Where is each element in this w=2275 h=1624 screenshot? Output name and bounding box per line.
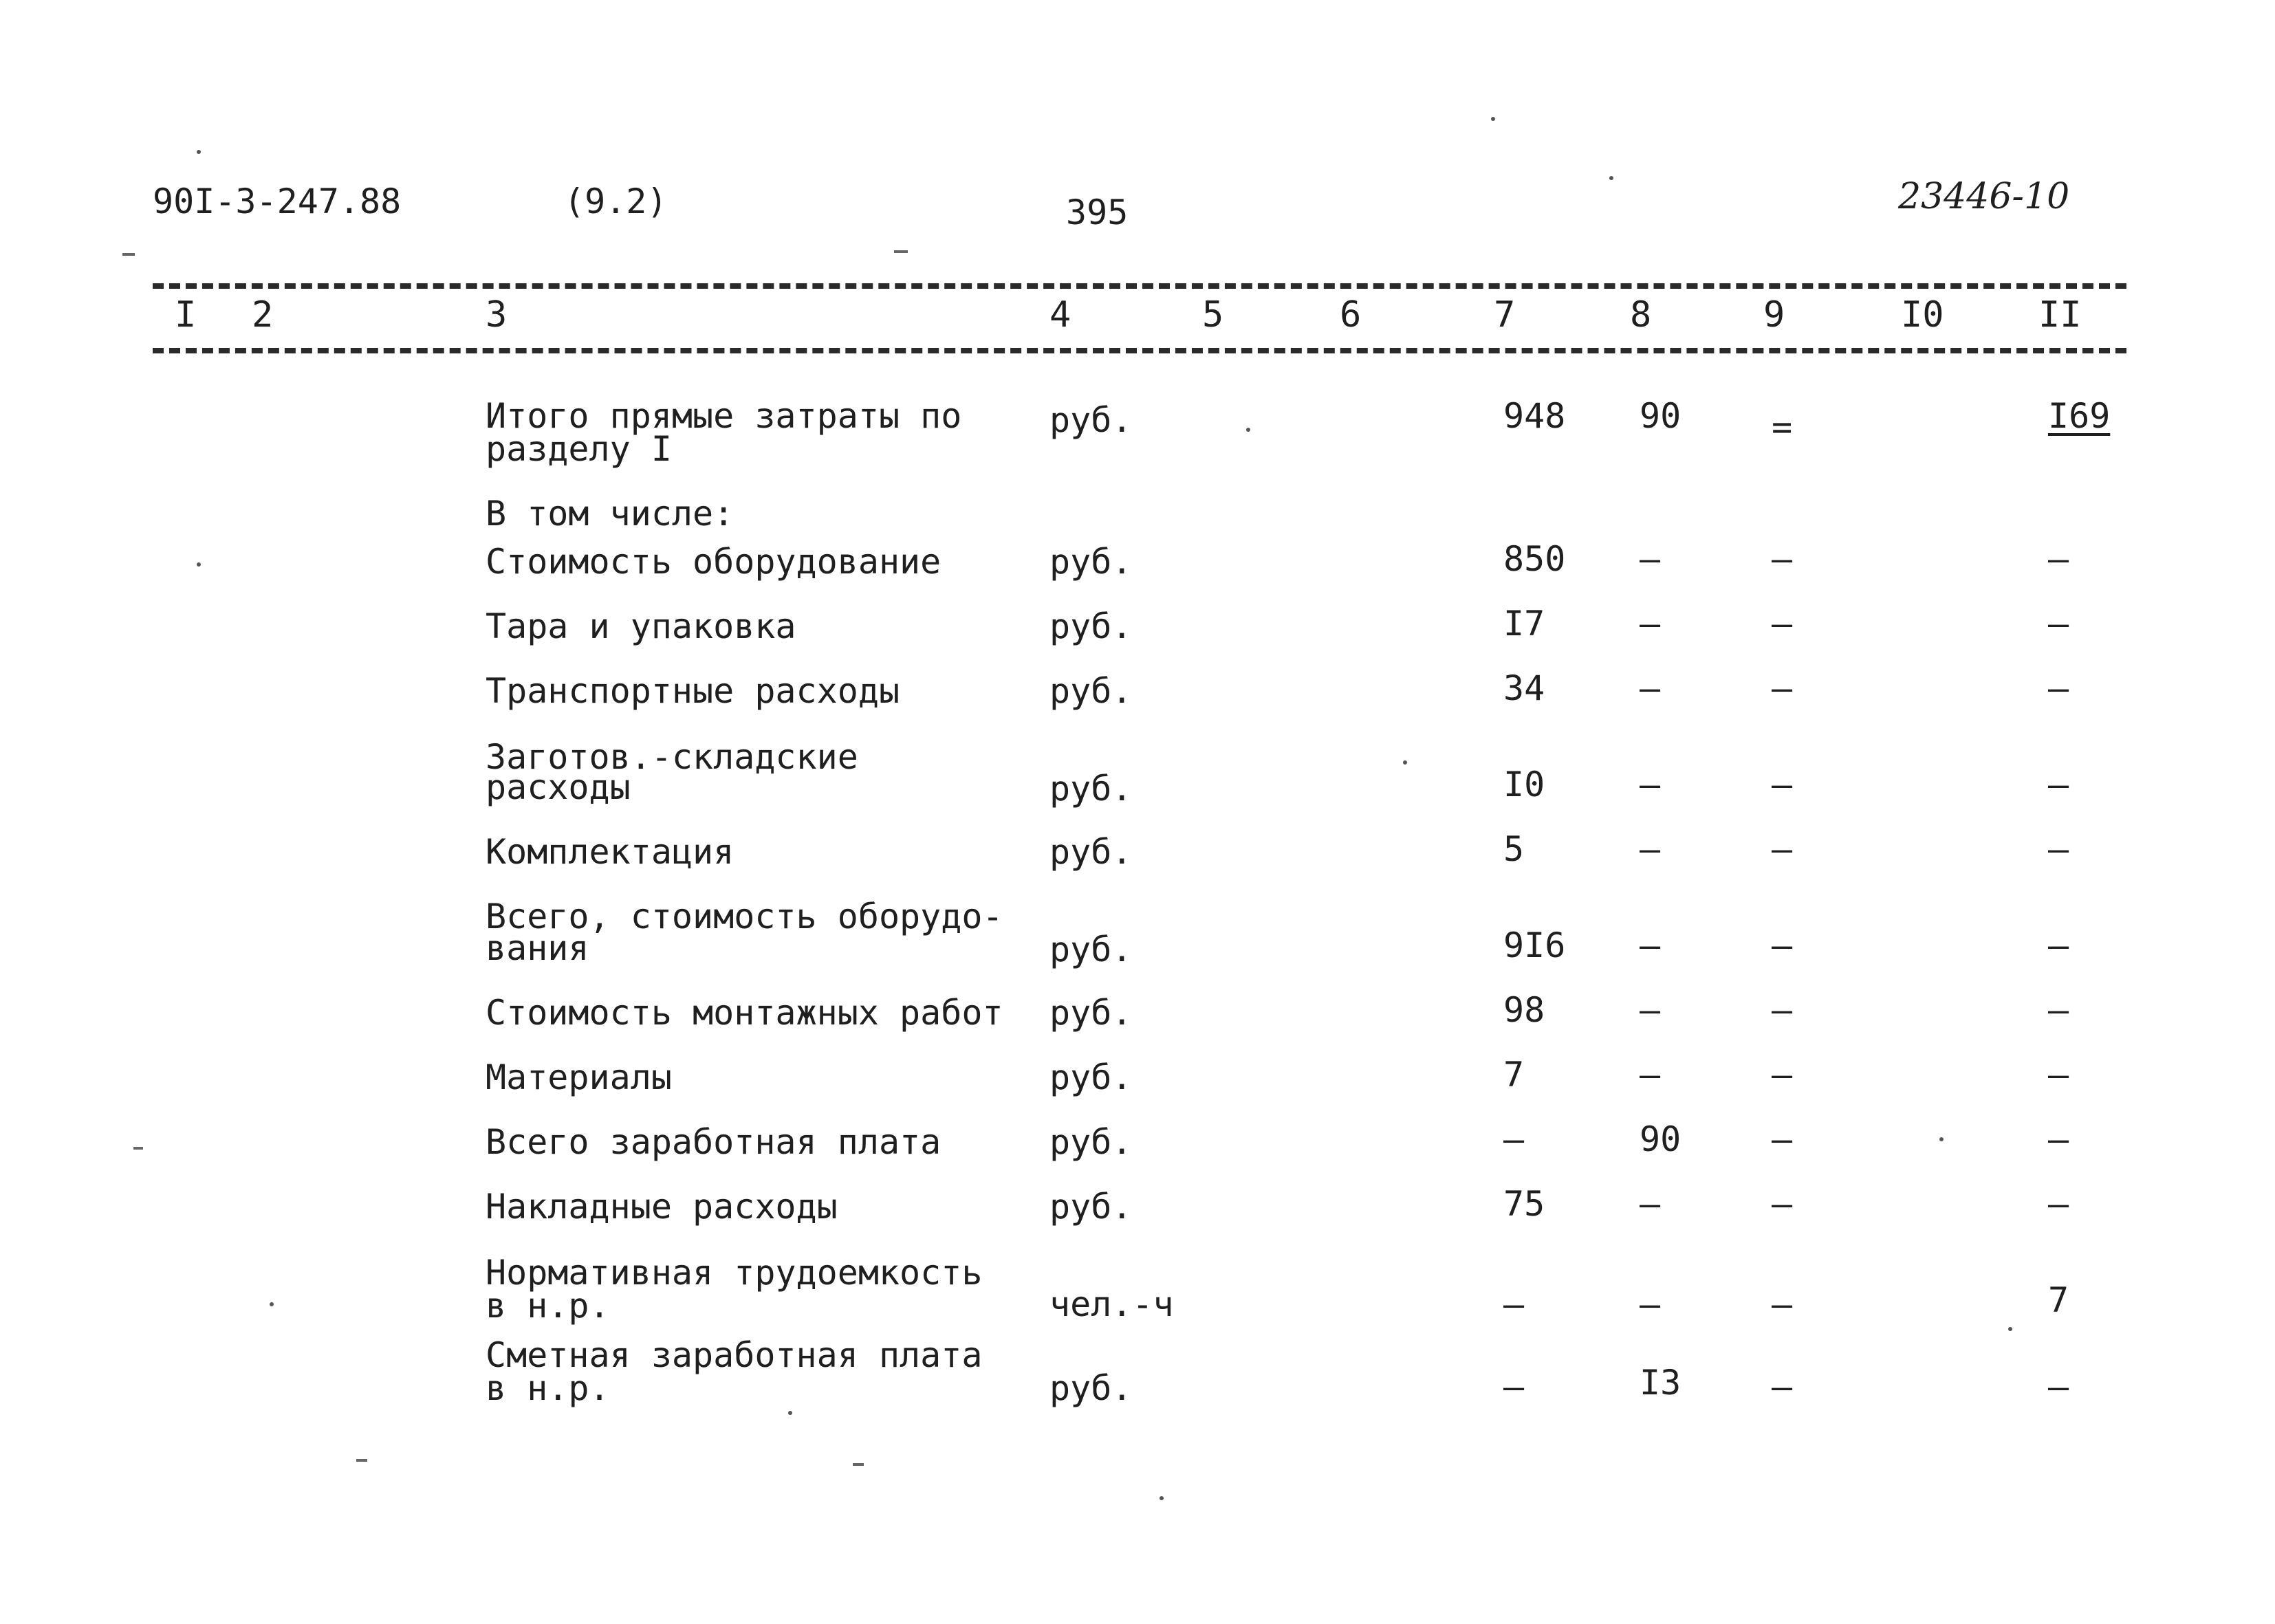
scan-speck [270,1302,274,1306]
row-unit: руб. [1049,606,1133,646]
row-col11: 7 [2048,1280,2069,1320]
row-desc-line2: разделу I [486,429,672,469]
row-col8: – [1640,539,1661,579]
row-unit: руб. [1049,1187,1133,1227]
col-header-9: 9 [1763,294,1785,336]
row-desc-line2: в н.р. [486,1368,610,1408]
row-col8: – [1640,765,1661,804]
row-col11: – [2048,668,2069,708]
row-col7: 948 [1503,396,1566,436]
row-desc-line1: Итого прямые затраты по [486,396,962,436]
col-header-10: I0 [1901,294,1944,336]
row-desc-line1: Всего заработная плата [486,1122,941,1162]
scan-speck [1491,117,1495,121]
row-col7: 34 [1503,668,1545,708]
row-desc-line1: Всего, стоимость оборудо- [486,897,1003,936]
row-col7: – [1503,1367,1525,1407]
scan-mark [894,250,908,253]
row-unit: руб. [1049,832,1133,872]
row-col9: – [1772,1284,1793,1324]
row-col9: – [1772,765,1793,804]
row-desc-line1: Транспортные расходы [486,671,900,711]
col-header-3: 3 [486,294,508,336]
row-col7: I0 [1503,765,1545,804]
row-unit: руб. [1049,769,1133,809]
scan-speck [788,1411,792,1415]
row-desc-line1: Накладные расходы [486,1187,838,1227]
row-col7: 7 [1503,1055,1525,1095]
row-col7: 98 [1503,990,1545,1030]
row-unit: руб. [1049,1368,1133,1408]
row-col7: 5 [1503,829,1525,869]
row-col11: – [2048,1367,2069,1407]
row-col11: – [2048,604,2069,644]
row-col9: – [1772,1055,1793,1095]
row-col8: 90 [1640,1119,1681,1159]
row-unit: руб. [1049,542,1133,582]
header-bottom-rule [153,348,2126,353]
row-col9: – [1772,539,1793,579]
row-desc-line2: вания [486,928,589,968]
scan-mark [133,1147,143,1150]
row-col8: – [1640,1055,1661,1095]
row-desc-line1: Материалы [486,1057,672,1097]
row-desc-line2: в н.р. [486,1286,610,1326]
row-col9: – [1772,925,1793,965]
row-col8: – [1640,604,1661,644]
scan-speck [2008,1327,2012,1331]
row-desc-line1: Нормативная трудоемкость [486,1253,983,1293]
row-desc-line2: расходы [486,767,631,807]
row-desc-line1: Стоимость монтажных работ [486,993,1003,1033]
row-desc-line1: Сметная заработная плата [486,1335,983,1375]
row-col8: – [1640,829,1661,869]
page-number: 395 [1066,193,1129,232]
header-top-rule [153,283,2126,289]
row-col7: – [1503,1284,1525,1324]
row-col9: – [1772,990,1793,1030]
row-col11: – [2048,925,2069,965]
scan-speck [197,150,201,154]
col-header-2: 2 [252,294,274,336]
row-col9: – [1772,1184,1793,1224]
row-desc-line1: Комплектация [486,832,734,872]
scan-speck [1160,1496,1164,1500]
row-col9: – [1772,1119,1793,1159]
row-col9: – [1772,604,1793,644]
scan-speck [1246,428,1250,432]
col-header-11: II [2038,294,2082,336]
row-col7: – [1503,1119,1525,1159]
row-col8: – [1640,1184,1661,1224]
row-unit: чел.-ч [1049,1284,1174,1324]
scan-speck [197,562,201,567]
row-col7: 75 [1503,1184,1545,1224]
document-code: 90I-3-247.88 [153,182,402,221]
scan-speck [1403,760,1407,765]
row-col8: – [1640,668,1661,708]
row-desc-line1: Стоимость оборудование [486,542,941,582]
row-col9: = [1772,407,1793,447]
scan-mark [356,1459,367,1462]
row-col11: – [2048,1055,2069,1095]
row-col9: – [1772,1367,1793,1407]
col-header-5: 5 [1202,294,1224,336]
row-unit: руб. [1049,671,1133,711]
row-desc-line1: В том числе: [486,494,734,534]
row-col11: I69 [2048,396,2111,436]
row-col11: – [2048,539,2069,579]
row-col9: – [1772,829,1793,869]
col-header-6: 6 [1340,294,1362,336]
row-col11: – [2048,765,2069,804]
row-col7: 9I6 [1503,925,1566,965]
handwritten-stamp: 23446-10 [1898,176,2070,217]
scan-mark [853,1463,864,1466]
scan-speck [1609,176,1613,180]
col-header-8: 8 [1630,294,1652,336]
scan-speck [1939,1137,1944,1141]
col-header-4: 4 [1049,294,1071,336]
row-col11: – [2048,1119,2069,1159]
row-col7: I7 [1503,604,1545,644]
row-col11: – [2048,990,2069,1030]
row-col8: – [1640,925,1661,965]
row-col8: – [1640,990,1661,1030]
row-col11: – [2048,829,2069,869]
col-header-7: 7 [1494,294,1516,336]
row-desc-line1: Заготов.-складские [486,737,858,777]
row-desc-line1: Тара и упаковка [486,606,796,646]
row-col9: – [1772,668,1793,708]
scan-mark [122,253,135,256]
col-header-1: I [175,294,197,336]
row-col8: I3 [1640,1363,1681,1403]
section-number: (9.2) [564,182,668,221]
row-col11: – [2048,1184,2069,1224]
row-col7: 850 [1503,539,1566,579]
row-unit: руб. [1049,993,1133,1033]
row-unit: руб. [1049,1122,1133,1162]
row-col8: – [1640,1284,1661,1324]
row-unit: руб. [1049,930,1133,969]
row-unit: руб. [1049,400,1133,440]
row-unit: руб. [1049,1057,1133,1097]
row-col8: 90 [1640,396,1681,436]
